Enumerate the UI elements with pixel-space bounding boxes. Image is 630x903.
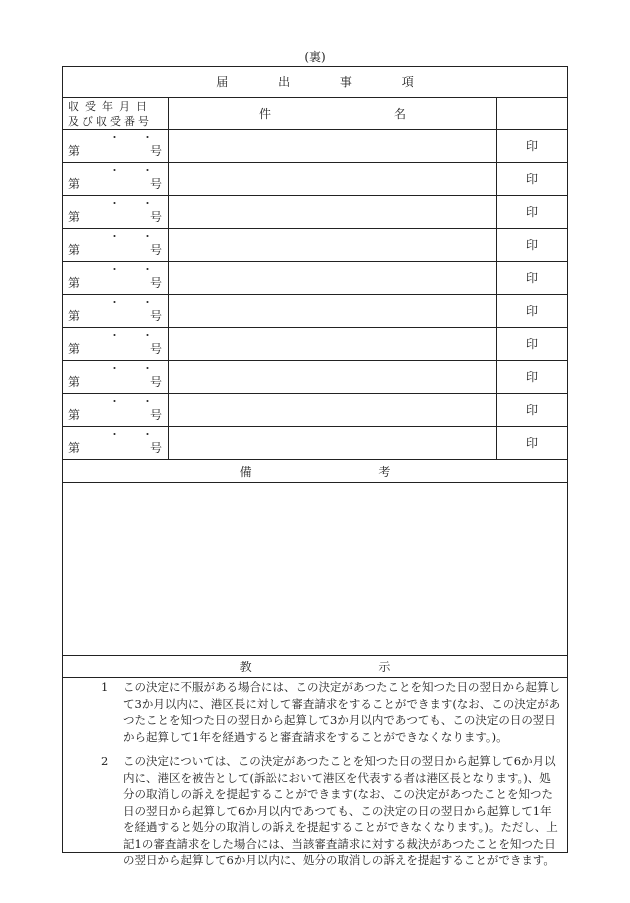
remarks-char: 考 (378, 465, 391, 479)
table-row (63, 394, 567, 427)
number-prefix: 第 (68, 375, 81, 389)
seal-mark: 印 (525, 370, 538, 384)
subject-name-cell[interactable] (169, 130, 497, 162)
instructions-char: 示 (378, 660, 391, 674)
received-number-cell[interactable] (63, 163, 175, 195)
seal-cell[interactable] (497, 328, 567, 360)
header-char: 出 (278, 75, 291, 89)
subject-name-cell[interactable] (169, 229, 497, 261)
number-suffix: 号 (149, 342, 162, 356)
note-text: この決定に不服がある場合には、この決定があつたことを知つた日の翌日から起算して3か月以内に、港区長に対して審査請求をすることができます(なお、この決定があつたことを知つた日の翌日から起算して3か月以内であつても、この決定の日の翌日から起算して1年を経過すると審査請求をすることができなくなります。)。 (123, 680, 561, 744)
instruction-note (81, 753, 561, 869)
seal-cell[interactable] (497, 196, 567, 228)
number-prefix: 第 (68, 441, 81, 455)
column-header-row (63, 98, 567, 130)
date-separator-dots: ・・ (109, 230, 175, 243)
number-suffix: 号 (149, 309, 162, 323)
table-row (63, 295, 567, 328)
seal-mark: 印 (525, 238, 538, 252)
table-row (63, 130, 567, 163)
instruction-note (81, 679, 561, 745)
received-number-cell[interactable] (63, 394, 175, 426)
number-suffix: 号 (149, 144, 162, 158)
seal-mark: 印 (525, 436, 538, 450)
subject-name-cell[interactable] (169, 328, 497, 360)
number-prefix: 第 (68, 342, 81, 356)
subject-char: 件 (259, 107, 272, 121)
seal-mark: 印 (525, 139, 538, 153)
subject-name-cell[interactable] (169, 394, 497, 426)
seal-cell[interactable] (497, 394, 567, 426)
table-row (63, 361, 567, 394)
note-text: この決定については、この決定があつたことを知つた日の翌日から起算して6か月以内に、港区を被告として(訴訟において港区を代表する者は港区長となります。)、処分の取消しの訴えを提起することができます(なお、この決定があつたことを知つた日の翌日から起算して6か月以内であつても、この決定の日の翌日から起算して1年を経過すると処分の取消しの訴えを提起することができなくなります。)。ただし、上記1の審査請求をした場合には、当該審査請求に対する裁決があつたことを知つた日の翌日から起算して6か月以内に、処分の取消しの訴えを提起することができます。 (123, 754, 558, 867)
number-prefix: 第 (68, 309, 81, 323)
page-side-label: (裏) (304, 50, 326, 64)
instructions-char: 教 (239, 660, 252, 674)
date-separator-dots: ・・ (109, 263, 175, 276)
number-prefix: 第 (68, 276, 81, 290)
received-number-cell[interactable] (63, 295, 175, 327)
date-separator-dots: ・・ (109, 329, 175, 342)
subject-name-cell[interactable] (169, 262, 497, 294)
subject-name-cell[interactable] (169, 163, 497, 195)
received-number-cell[interactable] (63, 196, 175, 228)
notification-form (62, 66, 568, 867)
notification-items-header (63, 67, 567, 98)
header-char: 項 (401, 75, 414, 89)
received-number-cell[interactable] (63, 328, 175, 360)
date-separator-dots: ・・ (109, 428, 175, 441)
seal-cell[interactable] (497, 295, 567, 327)
remarks-header (63, 461, 567, 483)
number-suffix: 号 (149, 177, 162, 191)
date-separator-dots: ・・ (109, 197, 175, 210)
remarks-field[interactable] (63, 483, 567, 656)
received-label-line2: 及び収受番号 (68, 115, 152, 128)
table-row (63, 163, 567, 196)
seal-mark: 印 (525, 271, 538, 285)
date-separator-dots: ・・ (109, 131, 175, 144)
received-number-cell[interactable] (63, 361, 175, 393)
seal-mark: 印 (525, 205, 538, 219)
received-number-cell[interactable] (63, 130, 175, 162)
instructions-notes (81, 679, 561, 877)
seal-column-header (497, 98, 567, 129)
date-separator-dots: ・・ (109, 164, 175, 177)
seal-mark: 印 (525, 337, 538, 351)
received-label-line1: 収受年月日 (68, 100, 153, 113)
subject-name-cell[interactable] (169, 295, 497, 327)
subject-name-header (169, 98, 497, 129)
seal-cell[interactable] (497, 229, 567, 261)
seal-cell[interactable] (497, 163, 567, 195)
header-char: 事 (339, 75, 352, 89)
note-number: 2 (101, 754, 109, 768)
subject-name-cell[interactable] (169, 196, 497, 228)
subject-name-cell[interactable] (169, 361, 497, 393)
number-suffix: 号 (149, 276, 162, 290)
subject-name-cell[interactable] (169, 427, 497, 459)
number-prefix: 第 (68, 144, 81, 158)
number-suffix: 号 (149, 375, 162, 389)
number-prefix: 第 (68, 408, 81, 422)
received-number-cell[interactable] (63, 262, 175, 294)
received-date-number-header (63, 98, 169, 129)
number-suffix: 号 (149, 441, 162, 455)
received-number-cell[interactable] (63, 427, 175, 459)
seal-cell[interactable] (497, 361, 567, 393)
number-suffix: 号 (149, 243, 162, 257)
seal-cell[interactable] (497, 427, 567, 459)
table-row (63, 328, 567, 361)
table-row (63, 229, 567, 262)
date-separator-dots: ・・ (109, 395, 175, 408)
date-separator-dots: ・・ (109, 362, 175, 375)
seal-mark: 印 (525, 304, 538, 318)
table-row (63, 262, 567, 295)
seal-mark: 印 (525, 172, 538, 186)
received-number-cell[interactable] (63, 229, 175, 261)
instructions-header (63, 656, 567, 678)
seal-mark: 印 (525, 403, 538, 417)
seal-cell[interactable] (497, 130, 567, 162)
remarks-char: 備 (239, 465, 252, 479)
number-prefix: 第 (68, 243, 81, 257)
number-suffix: 号 (149, 408, 162, 422)
header-char: 届 (216, 75, 229, 89)
note-number: 1 (101, 680, 109, 694)
number-prefix: 第 (68, 210, 81, 224)
date-separator-dots: ・・ (109, 296, 175, 309)
number-prefix: 第 (68, 177, 81, 191)
seal-cell[interactable] (497, 262, 567, 294)
number-suffix: 号 (149, 210, 162, 224)
table-row (63, 427, 567, 460)
table-row (63, 196, 567, 229)
subject-char: 名 (393, 107, 406, 121)
